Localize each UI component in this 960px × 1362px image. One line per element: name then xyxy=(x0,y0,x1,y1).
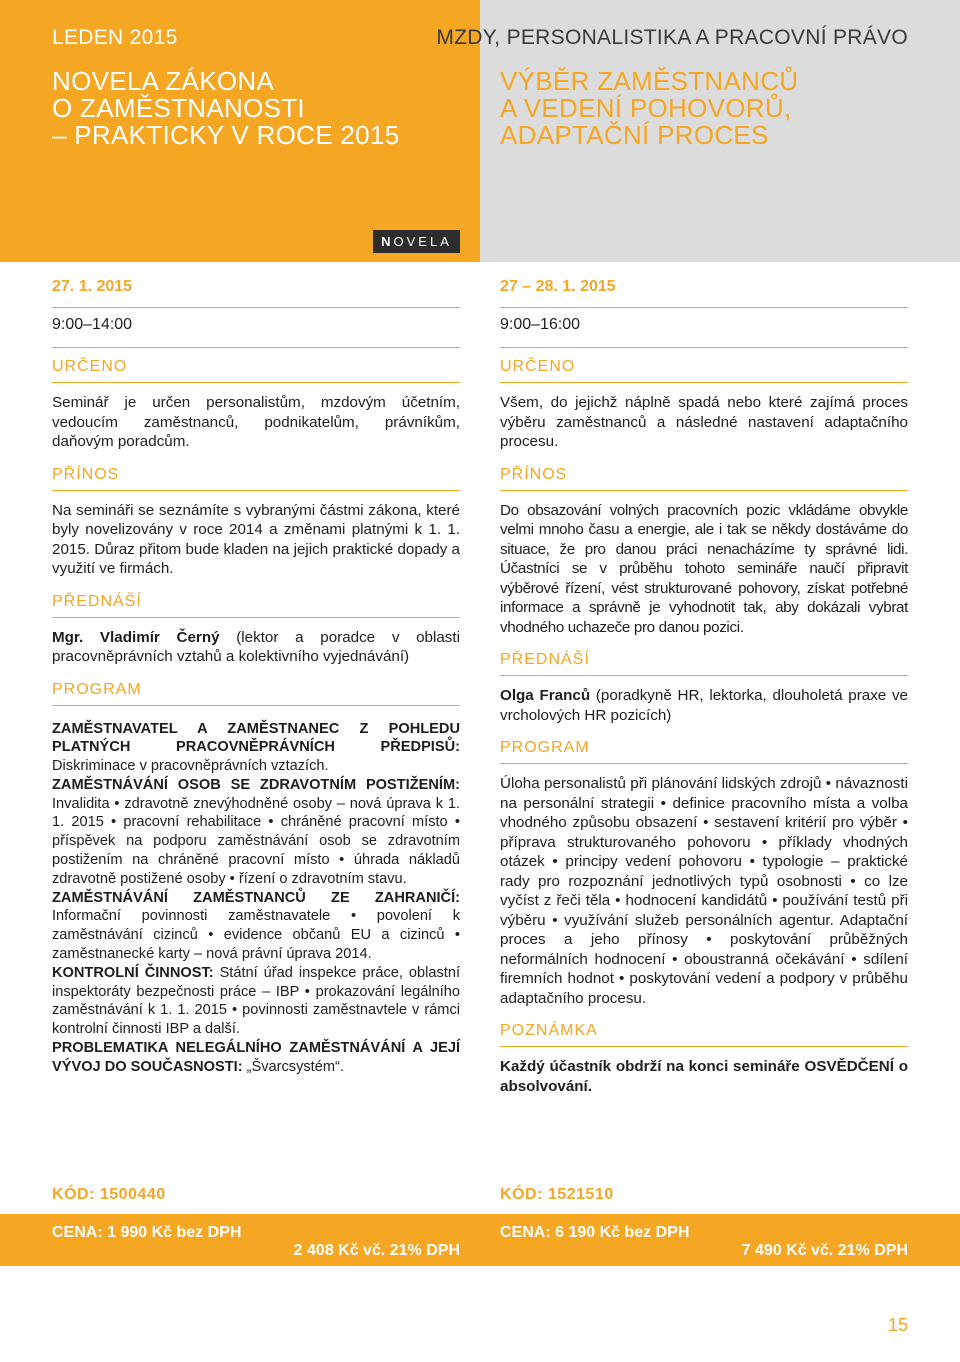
novela-badge xyxy=(373,230,460,253)
title-line: NOVELA ZÁKONA xyxy=(52,66,275,96)
price-without-vat: CENA: 1 990 Kč bez DPH xyxy=(52,1224,242,1241)
section-head-program: PROGRAM xyxy=(500,729,908,764)
program-item-text: Informační povinnosti zaměstnavatele • povolení k zaměstnávání cizinců • evidence občanů EU a cizinců • zaměstnanecké karty – nová právní úprava 2014. xyxy=(52,908,460,963)
urceno-text: Seminář je určen personalistům, mzdovým účetním, vedoucím zaměstnanců, podnikatelům, právníkům, daňovým poradcům. xyxy=(52,394,460,450)
lecturer xyxy=(52,628,460,667)
course-date: 27. 1. 2015 xyxy=(52,278,460,308)
price-bar-right xyxy=(480,1214,960,1266)
badge-rest: OVELA xyxy=(393,234,452,249)
course-date: 27 – 28. 1. 2015 xyxy=(500,278,908,308)
course-code: KÓD: 1500440 xyxy=(52,1186,166,1203)
section-head-prednasi: PŘEDNÁŠÍ xyxy=(500,641,908,676)
program-item xyxy=(52,776,460,889)
lecturer-desc: (lektor a poradce v oblasti pracovněprávních vztahů a kolektivního vyjednávání) xyxy=(52,628,460,665)
urceno-text: Všem, do jejichž náplně spadá nebo které zajímá proces výběru zaměstnanců a následné nastavení adaptačního procesu. xyxy=(500,394,908,450)
title-line: – PRAKTICKY V ROCE 2015 xyxy=(52,120,400,150)
program-item xyxy=(52,1039,460,1077)
section-head-poznamka: POZNÁMKA xyxy=(500,1012,908,1047)
section-head-urceno: URČENO xyxy=(500,348,908,383)
right-course-column xyxy=(500,278,908,1096)
issue-date: LEDEN 2015 xyxy=(52,26,178,49)
program-item-head: ZAMĚSTNÁVÁNÍ ZAMĚSTNANCŮ ZE ZAHRANIČÍ: xyxy=(52,889,460,906)
title-line: VÝBĚR ZAMĚSTNANCŮ xyxy=(500,66,799,96)
lecturer-name: Mgr. Vladimír Černý xyxy=(52,628,220,646)
note-text: Každý účastník obdrží na konci semináře OSVĚDČENÍ o absolvování. xyxy=(500,1058,908,1095)
title-line: ADAPTAČNÍ PROCES xyxy=(500,120,769,150)
program-item-head: PROBLEMATIKA NELEGÁLNÍHO ZAMĚSTNÁVÁNÍ A JEJÍ VÝVOJ DO SOUČASNOSTI: xyxy=(52,1040,460,1075)
section-head-prinos: PŘÍNOS xyxy=(52,456,460,491)
section-head-prinos: PŘÍNOS xyxy=(500,456,908,491)
badge-initial: N xyxy=(381,234,394,249)
program-item-text: „Švarcsystém“. xyxy=(242,1058,344,1075)
section-title: MZDY, PERSONALISTIKA A PRACOVNÍ PRÁVO xyxy=(436,26,908,49)
title-line: A VEDENÍ POHOVORŮ, xyxy=(500,93,792,123)
prinos-text: Do obsazování volných pracovních pozic vkládáme obvykle velmi mnoho času a energie, ale i tak se někdy dostáváme do situace, že pro danou práci nenacházíme ty správné lidi. Účastníci se v průběhu tohoto semináře naučí připravit výběrové řízení, vést strukturované pohovory, získat potřebné informace a správně je vyhodnotit tak, aby dokázali vybrat vhodného uchazeče pro danou pozici. xyxy=(500,501,908,636)
program-item-text: Invalidita • zdravotně znevýhodněné osoby – nová úprava k 1. 1. 2015 • pracovní rehabilitace • chráněné pracovní místo • příspěvek na podporu zaměstnávání osob se zdravotním postižením na chráněné pracovní místo • úhrada nákladů zdravotně postižené osoby • řízení o zdravotním stavu. xyxy=(52,795,460,887)
program-text: Úloha personalistů při plánování lidských zdrojů • návaznosti na personální strategii • definice pracovního místa a volba vhodného způsobu obsazení • sestavení kritérií pro výběr • příprava strukturovaného pohovoru • příklady vhodných otázek • principy vedení pohovoru • typologie – praktické rady pro rozpoznání jednotlivých typů osobnosti • co lze vyčíst z řeči těla • hodnocení kandidátů • používání testů při výběru • využívání služeb personálních agentur. Adaptační proces a jeho přínosy • poskytování průběžných neformálních hodnocení • oboustranná očekávání • sdílení firemních hodnot • poskytování vedení a podpory v průběhu adaptačního procesu. xyxy=(500,775,908,1007)
program-item xyxy=(52,964,460,1039)
program-item-head: KONTROLNÍ ČINNOST: xyxy=(52,964,214,981)
left-course-title xyxy=(52,68,452,149)
program-item-text: Státní úřad inspekce práce, oblastní inspektoráty bezpečnosti práce – IBP • prokazování legálního zaměstnávání k 1. 1. 2015 • povinnosti zaměstnavtele v rámci kontrolní činnosti IBP a další. xyxy=(52,964,461,1038)
program-block xyxy=(52,720,460,1077)
left-course-column xyxy=(52,278,460,1077)
lecturer-name: Olga Franců xyxy=(500,687,591,704)
program-item-text: Diskriminace v pracovněprávních vztazích. xyxy=(52,758,329,775)
section-head-prednasi: PŘEDNÁŠÍ xyxy=(52,583,460,618)
section-head-program: PROGRAM xyxy=(52,671,460,706)
course-time: 9:00–14:00 xyxy=(52,308,460,348)
right-course-title xyxy=(500,68,920,149)
lecturer xyxy=(500,686,908,725)
section-head-urceno: URČENO xyxy=(52,348,460,383)
price-with-vat: 2 408 Kč vč. 21% DPH xyxy=(293,1242,460,1259)
lecturer-desc: (poradkyně HR, lektorka, dlouholetá praxe ve vrcholových HR pozicích) xyxy=(500,687,908,724)
page-number: 15 xyxy=(887,1315,908,1335)
price-bar-left xyxy=(0,1214,480,1266)
course-time: 9:00–16:00 xyxy=(500,308,908,348)
title-line: O ZAMĚSTNANOSTI xyxy=(52,93,305,123)
program-item-head: ZAMĚSTNÁVÁNÍ OSOB SE ZDRAVOTNÍM POSTIŽENÍM: xyxy=(52,776,460,793)
course-code: KÓD: 1521510 xyxy=(500,1186,614,1203)
price-without-vat: CENA: 6 190 Kč bez DPH xyxy=(500,1224,690,1241)
prinos-text: Na semináři se seznámíte s vybranými částmi zákona, které byly novelizovány v roce 2014 a změnami platnými k 1. 1. 2015. Důraz přitom bude kladen na jejich praktické dopady a využití ve firmách. xyxy=(52,501,460,577)
program-item-head: ZAMĚSTNAVATEL A ZAMĚSTNANEC Z POHLEDU PLATNÝCH PRACOVNĚPRÁVNÍCH PŘEDPISŮ: xyxy=(52,720,460,756)
program-item xyxy=(52,889,460,964)
price-with-vat: 7 490 Kč vč. 21% DPH xyxy=(741,1242,908,1259)
program-item xyxy=(52,720,460,776)
